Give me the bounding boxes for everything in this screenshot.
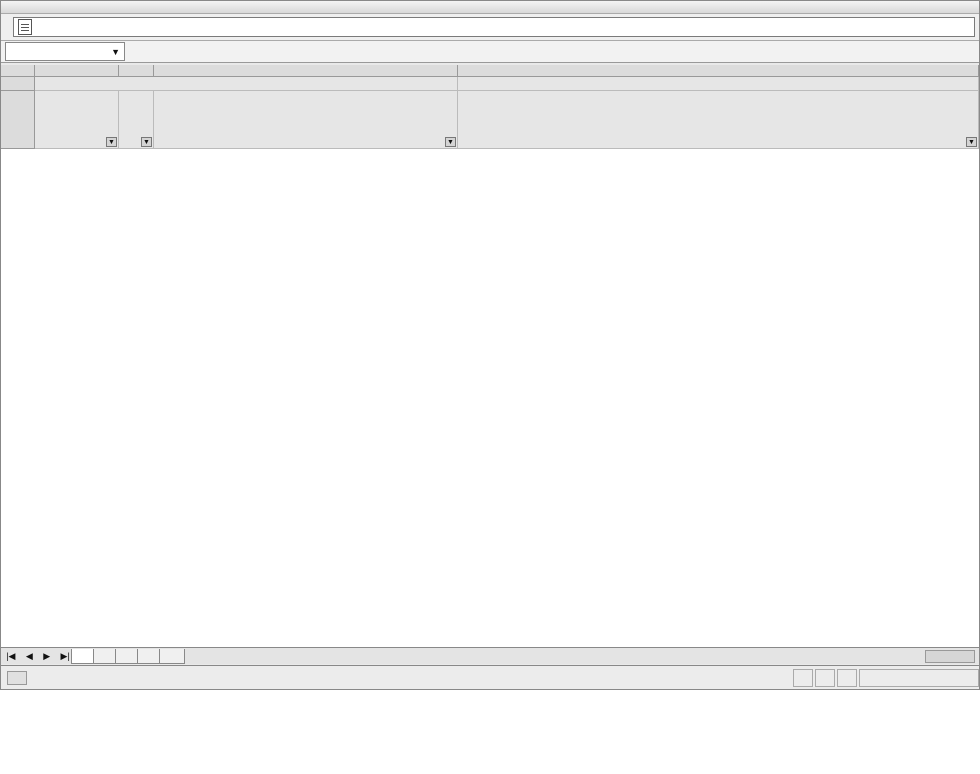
column-header-c[interactable] [154, 65, 458, 77]
horizontal-scrollbar[interactable] [925, 650, 975, 663]
header-files [154, 91, 458, 149]
filter-dropdown-icon[interactable]: ▼ [966, 137, 977, 147]
security-zone [859, 669, 979, 687]
tab-navigation [1, 651, 75, 662]
formula-bar [1, 41, 979, 63]
address-input[interactable] [13, 17, 975, 37]
page-icon [18, 19, 32, 35]
prev-sheet-icon[interactable]: ◀ [25, 650, 33, 661]
status-panes [791, 669, 979, 687]
last-sheet-icon[interactable]: ▶| [60, 650, 70, 661]
header-description [458, 91, 979, 149]
row-header[interactable] [1, 91, 35, 149]
address-bar [1, 14, 979, 41]
header-actual [119, 91, 154, 149]
sheet-tab-bar [1, 647, 979, 664]
toolbar-strip [1, 1, 979, 14]
admin-contact [458, 77, 979, 91]
filter-dropdown-icon[interactable]: ▼ [106, 137, 117, 147]
first-sheet-icon[interactable]: |◀ [6, 650, 16, 661]
row-header[interactable] [1, 77, 35, 91]
column-header-d[interactable] [458, 65, 979, 77]
status-pane [837, 669, 857, 687]
header-tema [35, 91, 119, 149]
status-pane [793, 669, 813, 687]
status-pane [815, 669, 835, 687]
tab-phones[interactable] [159, 649, 185, 664]
name-box[interactable] [5, 42, 125, 61]
next-sheet-icon[interactable]: ▶ [43, 650, 51, 661]
filter-dropdown-icon[interactable]: ▼ [141, 137, 152, 147]
chevron-down-icon[interactable]: ▼ [111, 46, 120, 57]
filter-dropdown-icon[interactable]: ▼ [445, 137, 456, 147]
select-all-corner[interactable] [1, 65, 35, 77]
column-header-a[interactable] [35, 65, 119, 77]
status-icon [7, 671, 27, 685]
spreadsheet-grid[interactable] [1, 65, 979, 647]
status-bar [1, 665, 979, 689]
column-header-b[interactable] [119, 65, 154, 77]
autofilter-title [35, 77, 458, 91]
